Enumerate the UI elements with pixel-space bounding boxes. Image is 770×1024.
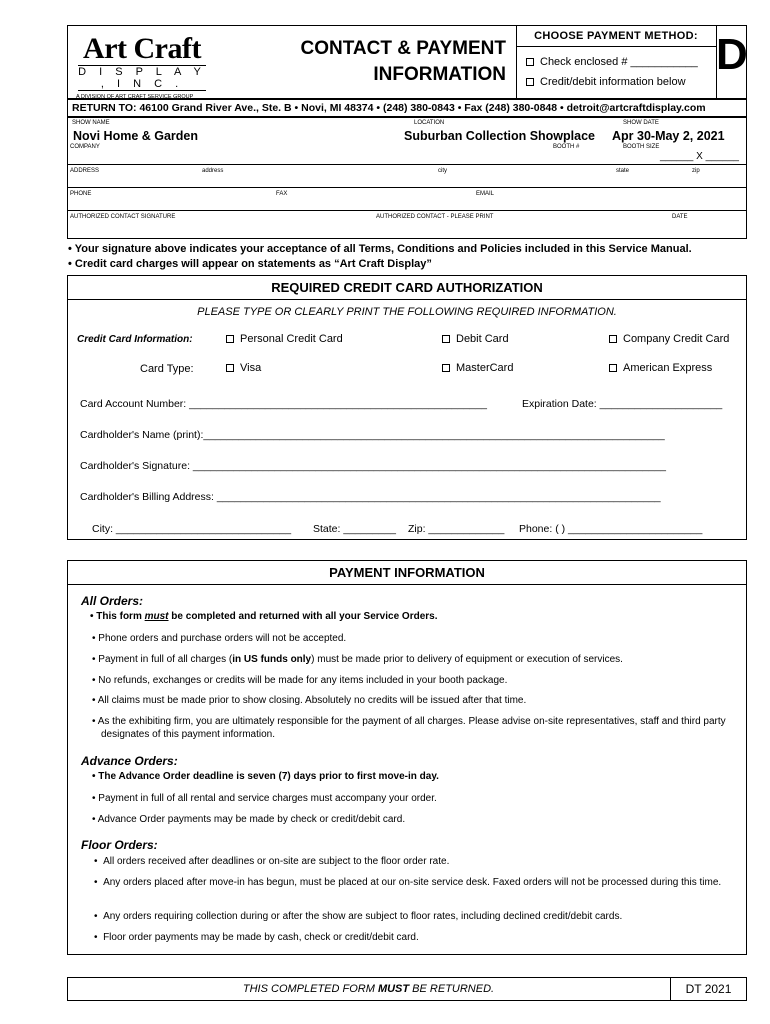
- payment-option-check[interactable]: [526, 56, 716, 68]
- billing-address-field[interactable]: Cardholder's Billing Address: ____________________________________________________________________________: [80, 491, 661, 503]
- city-field[interactable]: City: ______________________________: [92, 523, 292, 535]
- logo-name: Art Craft: [83, 32, 201, 65]
- adv-2: Payment in full of all rental and service charges must accompany your order.: [98, 793, 437, 804]
- advance-orders-item: • The Advance Order deadline is seven (7) days prior to first move-in day.: [92, 771, 439, 782]
- form-code: DT 2021: [685, 982, 732, 996]
- return-address: RETURN TO: 46100 Grand River Ave., Ste. B • Novi, MI 48374 • (248) 380-0843 • Fax (248) 380-0848 • detroit@artcraftdisplay.com: [72, 102, 706, 114]
- divider: [67, 187, 747, 188]
- option-amex[interactable]: [609, 362, 712, 374]
- checkbox[interactable]: [609, 335, 617, 343]
- all-3-b: in US funds only: [232, 654, 312, 665]
- option-personal-card[interactable]: [226, 333, 343, 345]
- checkbox[interactable]: [442, 364, 450, 372]
- floor-3: Any orders requiring collection during or after the show are subject to floor rates, including declined credit/debit cards.: [103, 911, 623, 922]
- phone-label: PHONE: [70, 191, 92, 197]
- all-3-post: ) must be made prior to delivery of equipment or execution of services.: [311, 654, 623, 665]
- card-type-label: Card Type:: [140, 363, 194, 375]
- company-label: COMPANY: [70, 144, 100, 150]
- all-orders-item: • This form must be completed and returned with all your Service Orders.: [90, 611, 438, 622]
- floor-orders-heading: Floor Orders:: [81, 838, 158, 852]
- email-label: EMAIL: [476, 191, 495, 197]
- floor-1: All orders received after deadlines or on-site are subject to the floor order rate.: [103, 856, 450, 867]
- checkbox[interactable]: [609, 364, 617, 372]
- option-visa[interactable]: [226, 362, 261, 374]
- option-mastercard-label: MasterCard: [456, 362, 514, 374]
- show-name-value[interactable]: Novi Home & Garden: [73, 129, 199, 143]
- floor-2: Any orders placed after move-in has begun, must be placed at our on-site service desk. Faxed orders will not be processed during this time.: [103, 877, 722, 888]
- floor-orders-item: • Floor order payments may be made by cash, check or credit/debit card.: [94, 932, 419, 943]
- logo-rule-2: [78, 90, 206, 91]
- divider: [67, 164, 747, 165]
- zip-field[interactable]: Zip: _____________: [408, 523, 505, 535]
- page-title-line2: INFORMATION: [373, 64, 506, 85]
- print-name-label: AUTHORIZED CONTACT - PLEASE PRINT: [376, 214, 494, 220]
- floor-orders-item: • All orders received after deadlines or on-site are subject to the floor order rate.: [94, 856, 450, 867]
- footer-post: BE RETURNED.: [409, 983, 495, 995]
- footer-notice: [67, 983, 670, 995]
- divider: [67, 584, 747, 585]
- option-mastercard[interactable]: [442, 362, 513, 374]
- logo-sub: D I S P L A Y , I N C .: [78, 66, 206, 90]
- floor-orders-item: • Any orders requiring collection during or after the show are subject to floor rates, including declined credit/debit cards.: [94, 911, 623, 922]
- floor-orders-item: • Any orders placed after move-in has begun, must be placed at our on-site service desk. Faxed orders will not be processed during this time.: [94, 877, 722, 888]
- payment-method-box: [516, 25, 716, 99]
- payment-info-title: PAYMENT INFORMATION: [329, 565, 485, 580]
- cc-instruction: PLEASE TYPE OR CLEARLY PRINT THE FOLLOWING REQUIRED INFORMATION.: [197, 306, 617, 318]
- all-orders-item: • No refunds, exchanges or credits will be made for any items included in your booth package.: [92, 675, 508, 686]
- option-debit-card-label: Debit Card: [456, 333, 509, 345]
- footer-em: MUST: [377, 983, 410, 995]
- option-visa-label: Visa: [240, 362, 262, 374]
- cc-title: REQUIRED CREDIT CARD AUTHORIZATION: [271, 280, 543, 295]
- checkbox[interactable]: [226, 335, 234, 343]
- all-2: Phone orders and purchase orders will not be accepted.: [98, 633, 347, 644]
- adv-3: Advance Order payments may be made by check or credit/debit card.: [97, 814, 406, 825]
- floor-4: Floor order payments may be made by cash, check or credit/debit card.: [103, 932, 419, 943]
- city-sub: city: [438, 168, 447, 174]
- fax-label: FAX: [276, 191, 288, 197]
- all-4: No refunds, exchanges or credits will be made for any items included in your booth package.: [98, 675, 508, 686]
- checkbox[interactable]: [526, 78, 534, 86]
- all-3-pre: Payment in full of all charges (: [98, 654, 233, 665]
- address-label: ADDRESS: [70, 168, 100, 174]
- address-sub: address: [202, 168, 224, 174]
- date-label: DATE: [672, 214, 688, 220]
- divider: [67, 210, 747, 211]
- all-6: As the exhibiting firm, you are ultimately responsible for the payment of all charges. Please advise on-site representatives, staff and third party designates of this payment information.: [97, 716, 726, 740]
- page-title: [230, 36, 506, 88]
- option-debit-card[interactable]: [442, 333, 509, 345]
- checkbox[interactable]: [442, 335, 450, 343]
- option-amex-label: American Express: [623, 362, 713, 374]
- statement-note: • Credit card charges will appear on statements as “Art Craft Display”: [68, 258, 432, 270]
- payment-option-check-label: Check enclosed # ___________: [540, 56, 698, 68]
- option-company-card-label: Company Credit Card: [623, 333, 730, 345]
- booth-size-label: BOOTH SIZE: [623, 144, 660, 150]
- all-orders-heading: All Orders:: [81, 594, 144, 608]
- payment-method-rule: [516, 46, 716, 47]
- expiration-field[interactable]: Expiration Date: _____________________: [522, 398, 723, 410]
- checkbox[interactable]: [226, 364, 234, 372]
- all-5: All claims must be made prior to show closing. Absolutely no credits will be issued after that time.: [97, 695, 527, 706]
- adv-1: The Advance Order deadline is seven (7) days prior to first move-in day.: [98, 771, 439, 782]
- cc-info-label: Credit Card Information:: [77, 334, 193, 345]
- payment-method-title: CHOOSE PAYMENT METHOD:: [534, 30, 698, 42]
- acceptance-note: • Your signature above indicates your acceptance of all Terms, Conditions and Policies included in this Service Manual.: [68, 243, 692, 255]
- footer-pre: THIS COMPLETED FORM: [242, 983, 378, 995]
- advance-orders-item: • Payment in full of all rental and service charges must accompany your order.: [92, 793, 437, 804]
- signature-label: AUTHORIZED CONTACT SIGNATURE: [70, 214, 176, 220]
- all-1-em: must: [144, 611, 169, 622]
- payment-option-card-label: Credit/debit information below: [540, 76, 686, 88]
- state-field[interactable]: State: _________: [313, 523, 396, 535]
- all-orders-item: • Payment in full of all charges (in US funds only) must be made prior to delivery of equipment or execution of services.: [92, 654, 623, 665]
- all-1-pre: This form: [96, 611, 145, 622]
- show-name-label: SHOW NAME: [72, 120, 110, 126]
- show-date-label: SHOW DATE: [623, 120, 659, 126]
- logo-division: A DIVISION OF ART CRAFT SERVICE GROUP: [76, 94, 194, 100]
- option-company-card[interactable]: [609, 333, 729, 345]
- card-account-field[interactable]: Card Account Number: ___________________________________________________: [80, 398, 487, 410]
- booth-size-blank[interactable]: ______ X ______: [660, 151, 739, 162]
- all-orders-item: • Phone orders and purchase orders will not be accepted.: [92, 633, 347, 644]
- cardholder-name-field[interactable]: Cardholder's Name (print):_______________________________________________________________________________: [80, 429, 665, 441]
- option-personal-card-label: Personal Credit Card: [240, 333, 343, 345]
- cardholder-signature-field[interactable]: Cardholder's Signature: _________________________________________________________________________________: [80, 460, 666, 472]
- all-1-post: be completed and returned with all your Service Orders.: [168, 611, 438, 622]
- location-label: LOCATION: [414, 120, 445, 126]
- phone-field[interactable]: Phone: ( ) _______________________: [519, 523, 703, 535]
- payment-option-card[interactable]: [526, 76, 716, 88]
- page-title-line1: CONTACT & PAYMENT: [300, 38, 506, 59]
- location-value[interactable]: Suburban Collection Showplace: [404, 129, 595, 143]
- booth-label: BOOTH #: [553, 144, 580, 150]
- state-sub: state: [616, 168, 630, 174]
- zip-sub: zip: [692, 168, 700, 174]
- show-date-value[interactable]: Apr 30-May 2, 2021: [612, 129, 725, 143]
- all-orders-item: • All claims must be made prior to show closing. Absolutely no credits will be issued after that time.: [92, 695, 527, 706]
- advance-orders-item: • Advance Order payments may be made by check or credit/debit card.: [92, 814, 406, 825]
- checkbox[interactable]: [526, 58, 534, 66]
- advance-orders-heading: Advance Orders:: [81, 754, 178, 768]
- form-letter: D: [716, 30, 748, 79]
- all-orders-item: • As the exhibiting firm, you are ultimately responsible for the payment of all charges. Please advise on-site representatives, staff and third party designates of this payment information.: [92, 716, 726, 740]
- divider: [67, 299, 747, 300]
- logo: [76, 33, 208, 100]
